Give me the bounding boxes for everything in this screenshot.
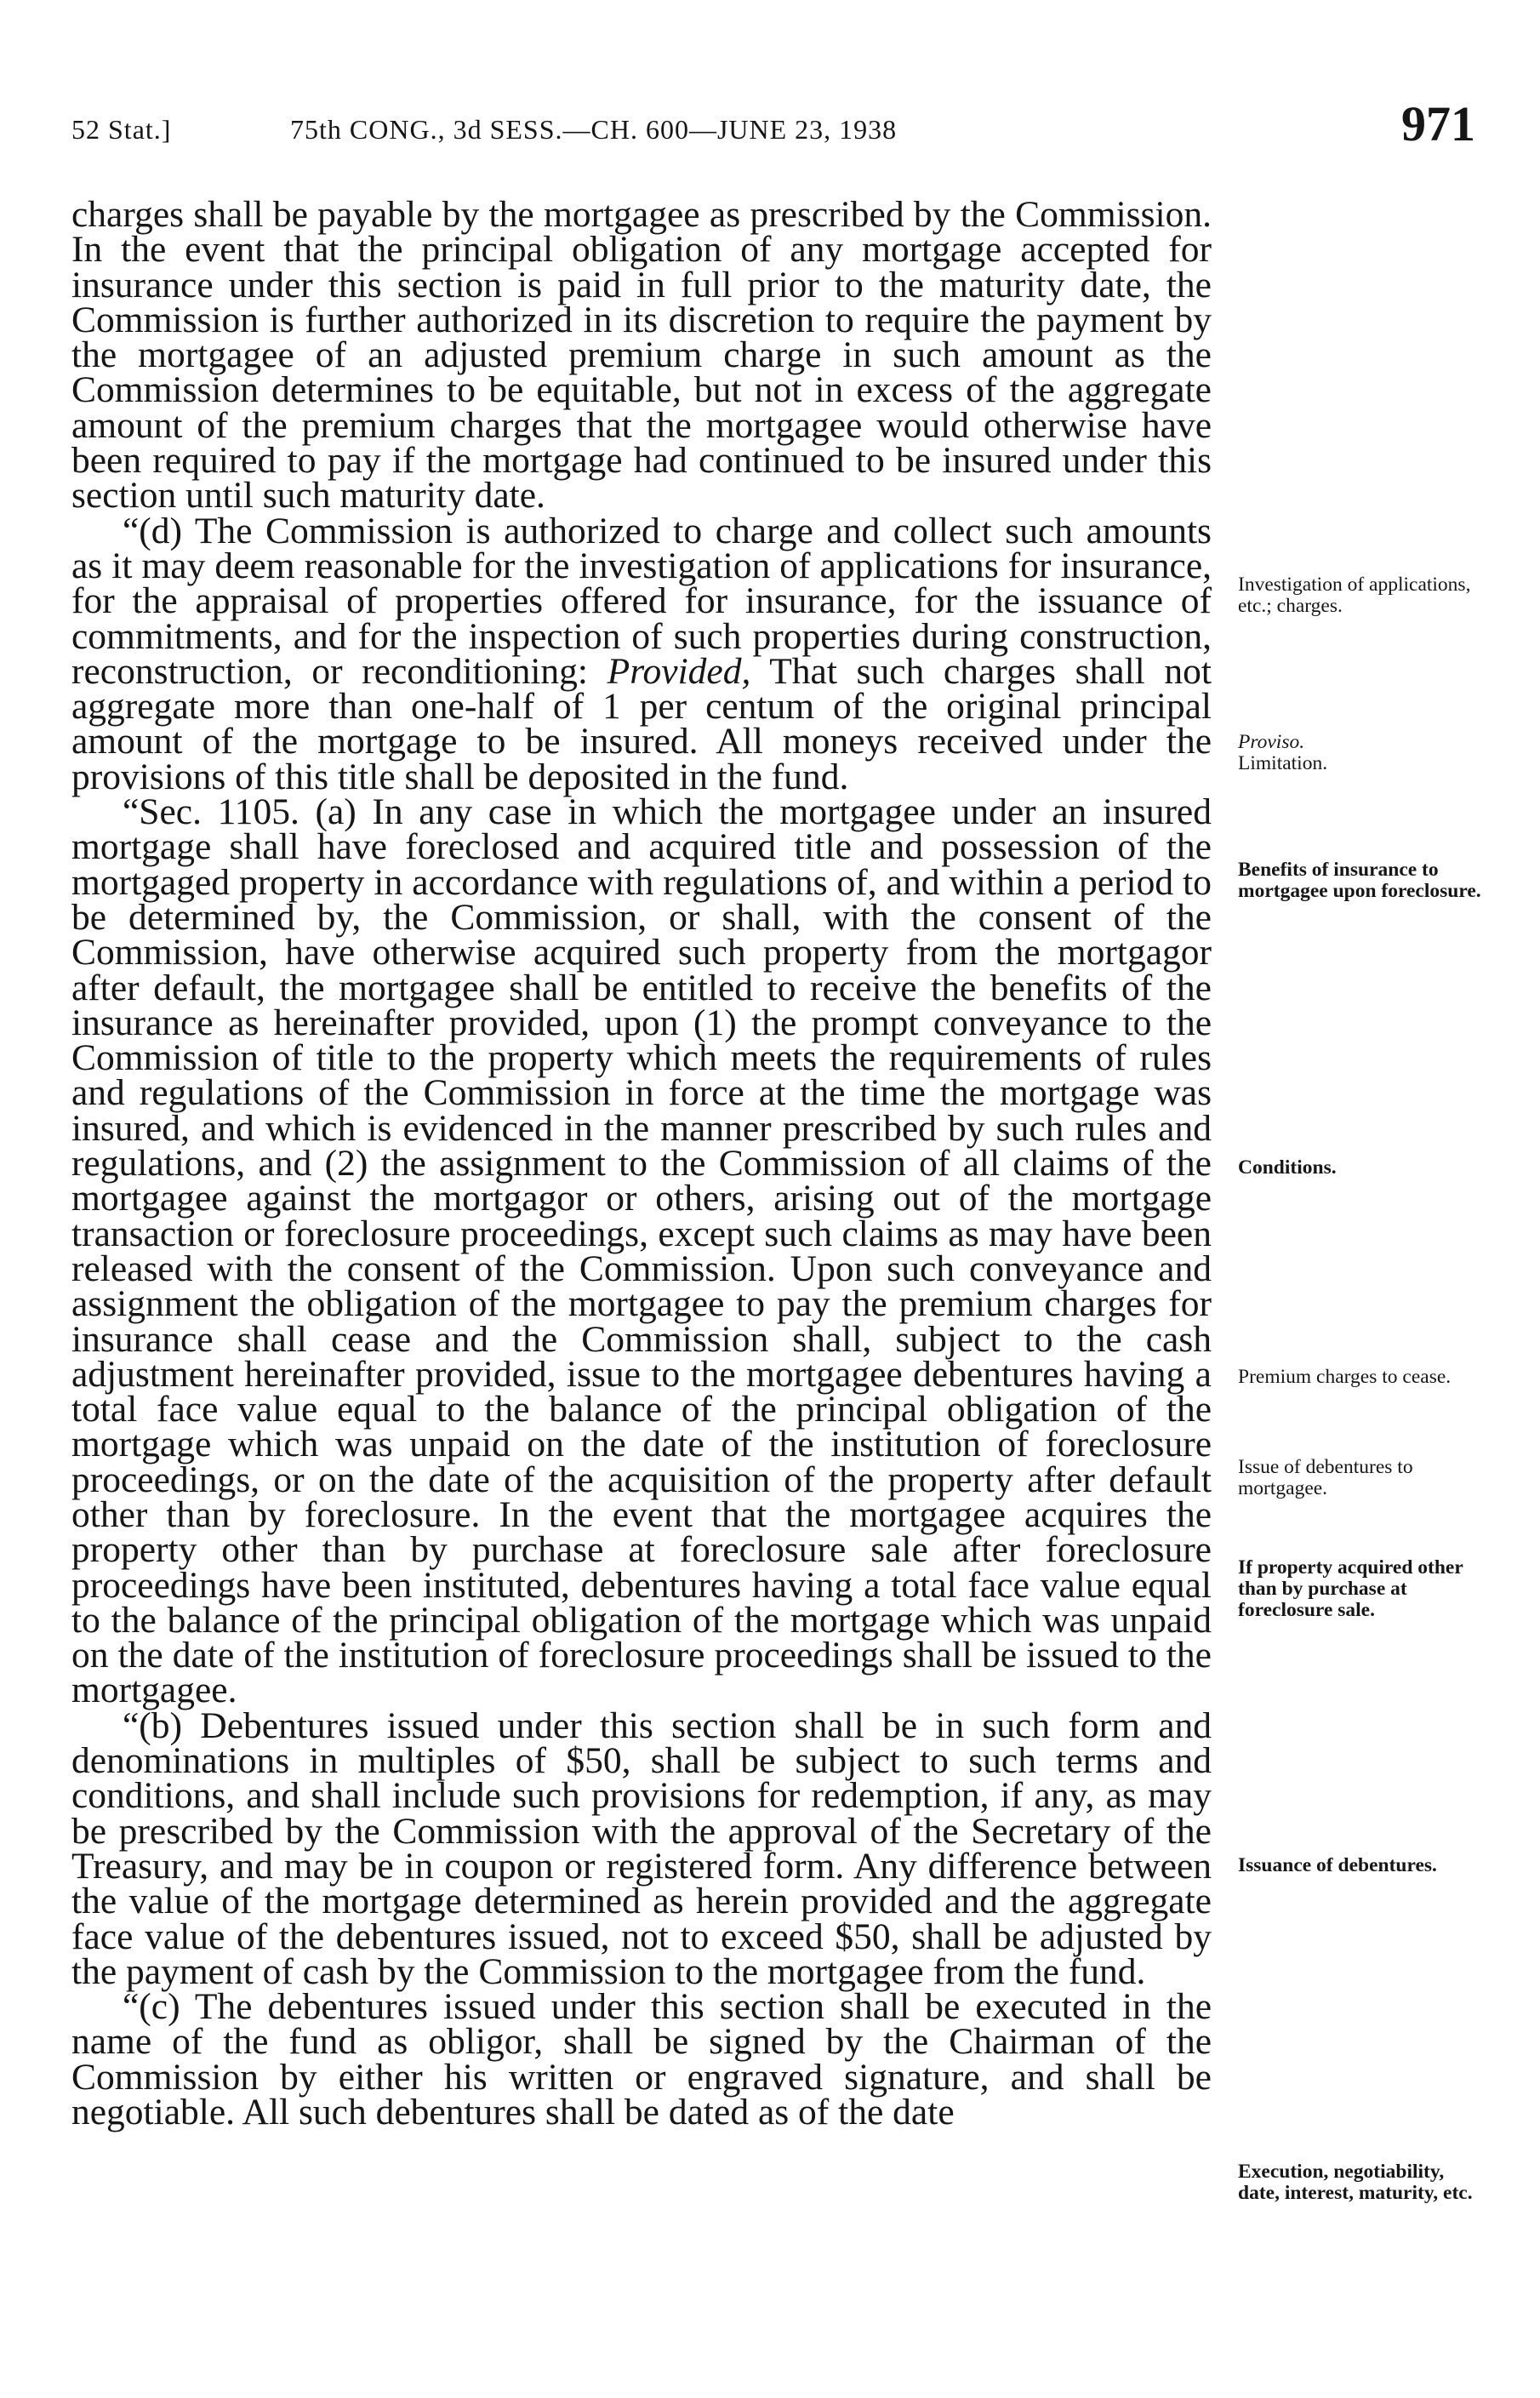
body-text	[71, 194, 1212, 2133]
subsection-d-proviso-text: That such charges shall not aggregate more than one-half of 1 per centum of the original principal amount of the mortgage to be insured. All moneys received under the provisions of this title shall be deposited in the fund.	[71, 650, 1212, 797]
statute-volume: 52 Stat.]	[71, 114, 172, 145]
margin-note-execution: Execution, negotiability, date, interest, maturity, etc.	[1238, 2161, 1473, 2204]
page-number: 971	[1401, 96, 1475, 151]
paragraph-subsection-c: “(c) The debentures issued under this section shall be executed in the name of the fund as obligor, shall be signed by the Chairman of the Commission by either his written or engraved signature, and shall be negotiable. All such debentures shall be dated as of the date	[71, 1986, 1212, 2133]
margin-note-premium: Premium charges to cease.	[1238, 1366, 1452, 1388]
subsection-d-text: “(d) The Commission is authorized to charge and collect such amounts as it may deem reasonable for the investigation of applications for insurance, for the appraisal of properties offered for insurance, for the issuance of commitments, and for the inspection of such properties during construction, reconstruction, or reconditioning:	[71, 510, 1212, 692]
margin-note-issuance: Issuance of debentures.	[1238, 1854, 1437, 1876]
margin-note-proviso: Proviso.	[1238, 731, 1305, 753]
paragraph-subsection-d	[71, 510, 1212, 797]
margin-note-issue: Issue of debentures to mortgagee.	[1238, 1456, 1413, 1499]
margin-note-investigation: Investigation of applications, etc.; charges.	[1238, 574, 1471, 617]
paragraph-premium-charges: charges shall be payable by the mortgagee as prescribed by the Commission. In the event that the principal obligation of any mortgage accepted for insurance under this section is paid in full prior to the maturity date, the Commission is further authorized in its discretion to require the payment by the mortgagee of an adjusted premium charge in such amount as the Commission determines to be equitable, but not in excess of the aggregate amount of the premium charges that the mortgagee would otherwise have been required to pay if the mortgage had continued to be insured under this section until such maturity date.	[71, 194, 1212, 517]
congress-session-line: 75th CONG., 3d SESS.—CH. 600—JUNE 23, 1938	[290, 114, 898, 145]
margin-note-conditions: Conditions.	[1238, 1156, 1337, 1179]
margin-note-limitation: Limitation.	[1238, 752, 1328, 774]
paragraph-section-1105-a: “Sec. 1105. (a) In any case in which the mortgagee under an insured mortgage shall have foreclosed and acquired title and possession of the mortgaged property in accordance with regulations of, and within a period to be determined by, the Commission, or shall, with the consent of the Commission, have otherwise acquired such property from the mortgagor after default, the mortgagee shall be entitled to receive the benefits of the insurance as hereinafter provided, upon (1) the prompt conveyance to the Commission of title to the property which meets the requirements of rules and regulations of the Commission in force at the time the mortgage was insured, and which is evidenced in the manner prescribed by such rules and regulations, and (2) the assignment to the Commission of all claims of the mortgagee against the mortgagor or others, arising out of the mortgage transaction or foreclosure proceedings, except such claims as may have been released with the consent of the Commission. Upon such conveyance and assignment the obligation of the mortgagee to pay the premium charges for insurance shall cease and the Commission shall, subject to the cash adjustment hereinafter provided, issue to the mortgagee debentures having a total face value equal to the balance of the principal obligation of the mortgage which was unpaid on the date of the institution of foreclosure proceedings, or on the date of the acquisition of the property after default other than by foreclosure. In the event that the mortgagee acquires the property other than by purchase at foreclosure sale after foreclosure proceedings have been instituted, debentures having a total face value equal to the balance of the principal obligation of the mortgage which was unpaid on the date of the institution of foreclosure proceedings shall be issued to the mortgagee.	[71, 791, 1212, 1711]
proviso-word: Provided,	[607, 650, 751, 692]
running-header	[71, 95, 1475, 163]
paragraph-subsection-b: “(b) Debentures issued under this section shall be in such form and denominations in multiples of $50, shall be subject to such terms and conditions, and shall include such provisions for redemption, if any, as may be prescribed by the Commission with the approval of the Secretary of the Treasury, and may be in coupon or registered form. Any difference between the value of the mortgage determined as herein provided and the aggregate face value of the debentures issued, not to exceed $50, shall be adjusted by the payment of cash by the Commission to the mortgagee from the fund.	[71, 1704, 1212, 1992]
margin-note-benefits: Benefits of insurance to mortgagee upon foreclosure.	[1238, 859, 1481, 902]
margin-note-property: If property acquired other than by purchase at foreclosure sale.	[1238, 1556, 1463, 1621]
